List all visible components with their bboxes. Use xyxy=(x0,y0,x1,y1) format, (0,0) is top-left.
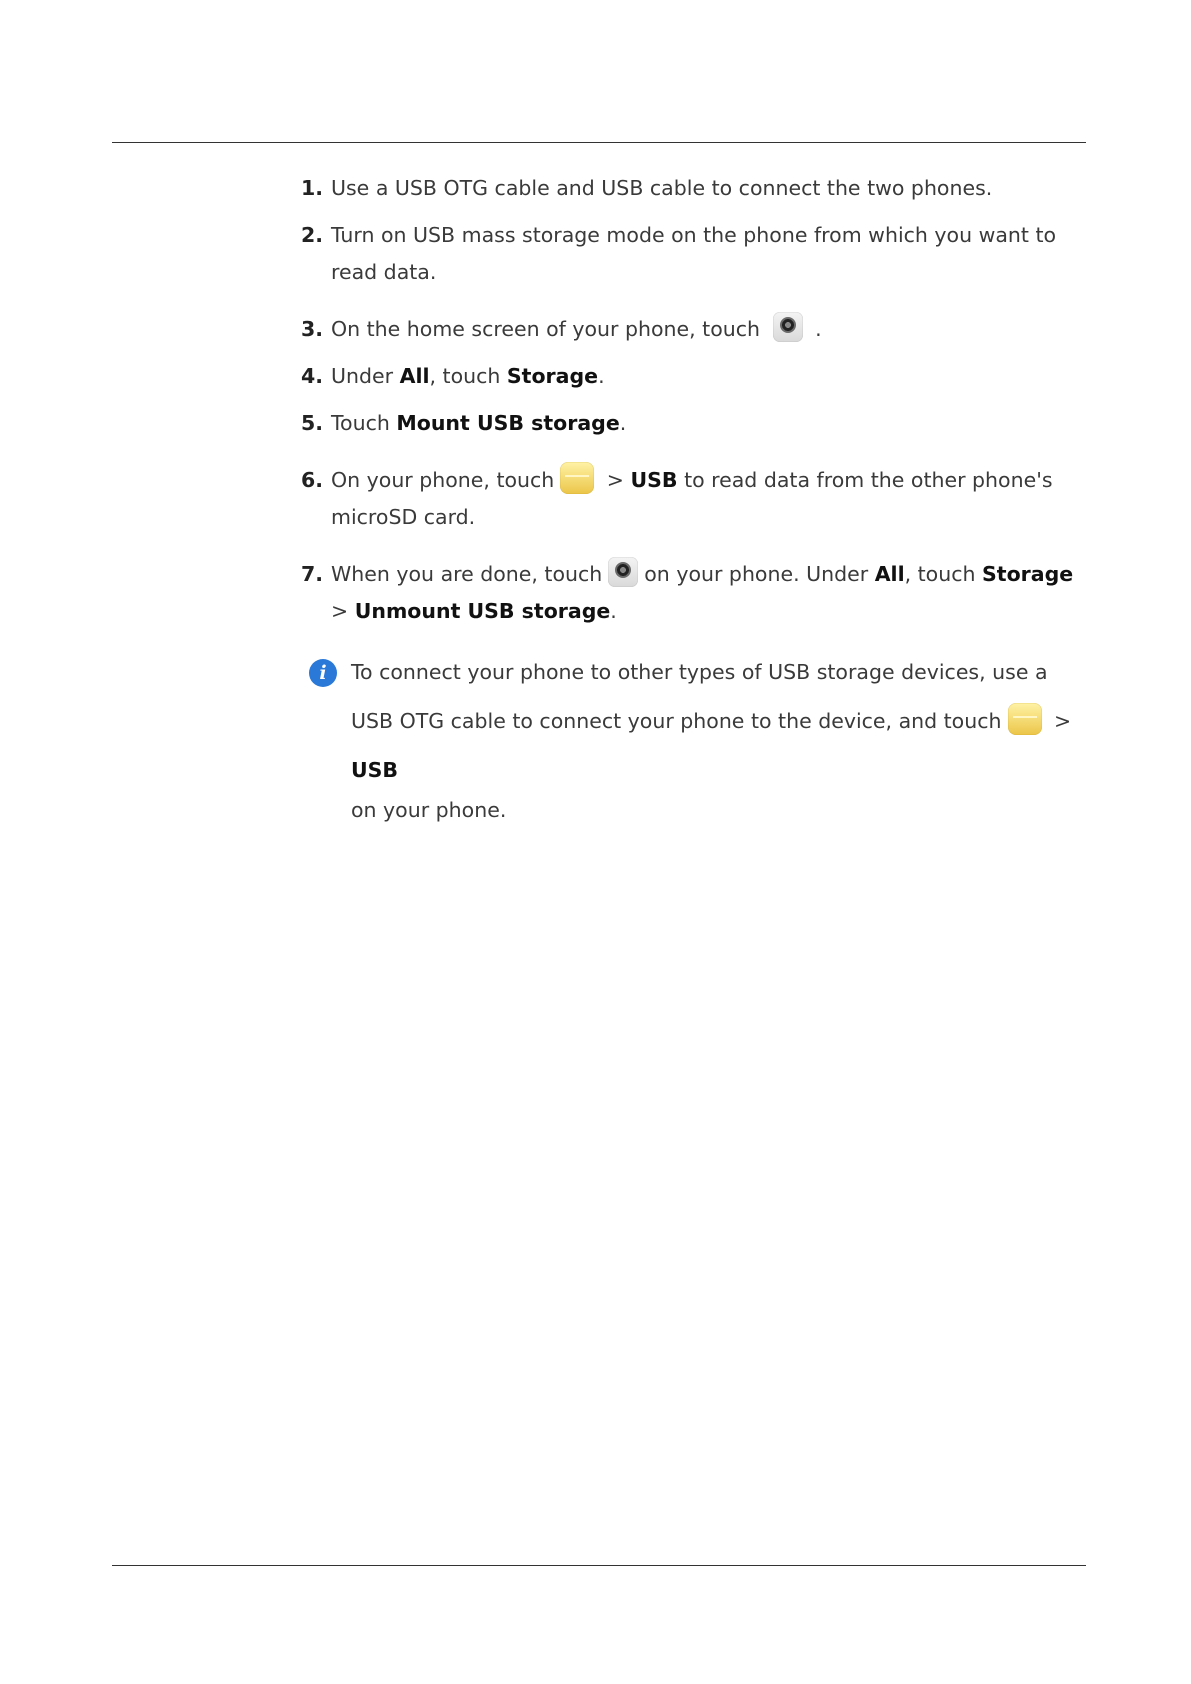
step-7 xyxy=(301,556,1081,630)
note-text: > xyxy=(1047,709,1072,733)
step-2 xyxy=(301,217,1081,291)
step-text: Under xyxy=(331,364,400,388)
step-text: . xyxy=(598,364,605,388)
step-text: , touch xyxy=(904,562,982,586)
step-text: to read data from the other phone's microSD card. xyxy=(331,468,1053,529)
step-number: 7. xyxy=(301,562,324,586)
step-number: 2. xyxy=(301,223,324,247)
step-text: On your phone, touch xyxy=(331,468,555,492)
footer-rule xyxy=(112,1565,1086,1566)
step-number: 1. xyxy=(301,176,324,200)
step-text: Turn on USB mass storage mode on the phone from which you want to read data. xyxy=(331,223,1057,284)
ui-term-mount: Mount USB storage xyxy=(396,411,620,435)
step-text: On the home screen of your phone, touch xyxy=(331,317,761,341)
step-text: , touch xyxy=(429,364,507,388)
ui-term-all: All xyxy=(874,562,905,586)
ui-term-storage: Storage xyxy=(982,562,1074,586)
step-number: 3. xyxy=(301,317,324,341)
step-text-end: . xyxy=(815,317,822,341)
step-text: > xyxy=(331,599,355,623)
ui-term-unmount: Unmount USB storage xyxy=(354,599,611,623)
ui-term-all: All xyxy=(399,364,430,388)
ui-term-storage: Storage xyxy=(506,364,599,388)
step-1 xyxy=(301,170,1081,207)
step-text: When you are done, touch xyxy=(331,562,603,586)
step-5 xyxy=(301,405,1081,442)
step-text: Touch xyxy=(331,411,397,435)
note-text: on your phone. xyxy=(351,798,507,822)
files-icon xyxy=(560,462,594,494)
files-icon xyxy=(1008,703,1042,735)
step-number: 5. xyxy=(301,411,324,435)
ui-term-usb: USB xyxy=(630,468,678,492)
header-rule xyxy=(112,142,1086,143)
step-number: 6. xyxy=(301,468,324,492)
instruction-list xyxy=(301,170,1081,825)
step-4 xyxy=(301,358,1081,395)
note-block xyxy=(301,648,1081,825)
note-text: To connect your phone to other types of USB storage devices, use a USB OTG cable to connect your phone to the device, and touch xyxy=(351,660,1048,733)
info-icon: i xyxy=(309,659,337,687)
step-text: . xyxy=(619,411,627,435)
ui-term-usb: USB xyxy=(351,758,399,782)
step-text: Use a USB OTG cable and USB cable to connect the two phones. xyxy=(331,176,993,200)
step-text: > xyxy=(600,468,631,492)
settings-icon xyxy=(773,312,803,342)
step-number: 4. xyxy=(301,364,324,388)
settings-icon xyxy=(608,557,638,587)
step-text: . xyxy=(610,599,617,623)
step-3 xyxy=(301,311,1081,348)
step-6 xyxy=(301,462,1081,536)
step-text: on your phone. Under xyxy=(644,562,875,586)
